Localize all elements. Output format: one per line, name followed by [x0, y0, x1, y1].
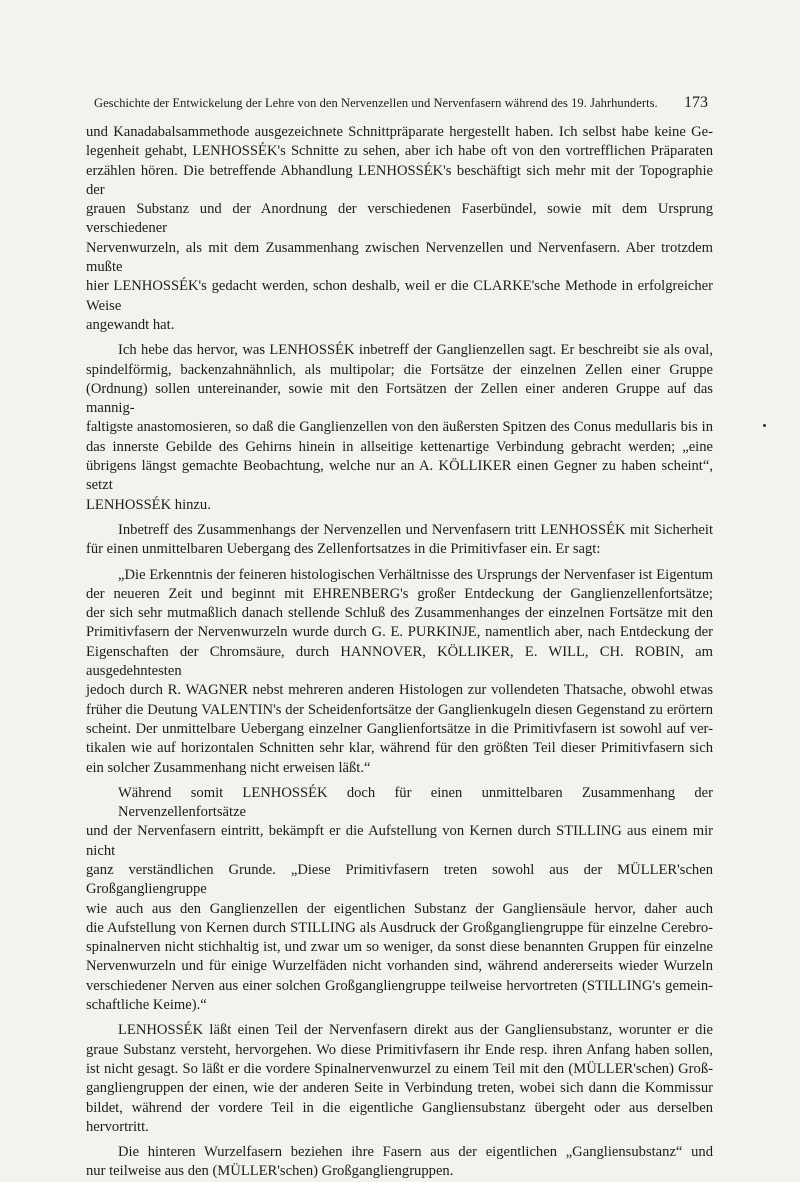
text-line: spindelförmig, backenzahnähnlich, als multipolar; die Fortsätze der einzelnen Zellen einer Gruppe	[86, 361, 713, 378]
text-line: das innerste Gebilde des Gehirns hinein in allseitige kettenartige Verbindung gebracht werden; „eine	[86, 438, 713, 455]
text-line: (Ordnung) sollen untereinander, sowie mit den Fortsätzen der Zellen einer anderen Gruppe auf das mannig-	[86, 380, 713, 417]
text-line: Ich hebe das hervor, was LENHOSSÉK inbetreff der Ganglienzellen sagt. Er beschreibt sie als oval,	[118, 342, 713, 359]
text-line: jedoch durch R. WAGNER nebst mehreren anderen Histologen zur vollendeten Thatsache, obwohl etwas	[86, 682, 713, 699]
text-line: gangliengruppen der einen, wie der anderen Seite in Verbindung treten, wobei sich dann die Kommissur	[86, 1080, 713, 1097]
margin-speck	[763, 424, 766, 427]
text-line: Primitivfasern der Nervenwurzeln wurde durch G. E. PURKINJE, namentlich aber, nach Entdeckung der	[86, 624, 713, 641]
text-line: Während somit LENHOSSÉK doch für einen unmittelbaren Zusammenhang der Nervenzellenfortsätze	[118, 784, 713, 821]
text-line: Eigenschaften der Chromsäure, durch HANNOVER, KÖLLIKER, E. WILL, CH. ROBIN, am ausgedehntesten	[86, 643, 713, 680]
text-line: nur teilweise aus den (MÜLLER'schen) Großgangliengruppen.	[86, 1163, 454, 1180]
text-line: übrigens längst gemachte Beobachtung, welche nur an A. KÖLLIKER einen Gegner zu haben scheint“, setzt	[86, 458, 713, 494]
text-line: für einen unmittelbaren Uebergang des Zellenfortsatzes in die Primitivfaser ein. Er sagt:	[86, 541, 601, 558]
paragraph-7	[86, 1143, 713, 1182]
paragraph-5	[86, 784, 713, 1016]
text-line: Nervenwurzeln und für einige Wurzelfäden nicht vorhanden sind, während andererseits wieder Wurzeln	[86, 958, 713, 975]
text-line: und Kanadabalsammethode ausgezeichnete Schnittpräparate hergestellt haben. Ich selbst habe keine Ge-	[86, 124, 713, 140]
text-line: scheint. Der unmittelbare Uebergang einzelner Ganglienfortsätze in die Primitivfasern ist sowohl auf ver-	[86, 720, 713, 737]
text-line: Inbetreff des Zusammenhangs der Nervenzellen und Nervenfasern tritt LENHOSSÉK mit Sicherheit	[118, 521, 713, 538]
running-header	[86, 90, 708, 124]
text-line: LENHOSSÉK läßt einen Teil der Nervenfasern direkt aus der Gangliensubstanz, worunter er die	[118, 1022, 713, 1039]
text-line: erzählen hören. Die betreffende Abhandlung LENHOSSÉK's beschäftigt sich mehr mit der Topographie der	[86, 162, 713, 198]
paragraph-2	[86, 341, 713, 515]
text-line: angewandt hat.	[86, 316, 175, 333]
text-line: bildet, während der vordere Teil in die eigentliche Gangliensubstanz übergeht oder aus derselben hervortritt.	[86, 1099, 713, 1135]
paragraph-3	[86, 521, 713, 560]
text-line: LENHOSSÉK hinzu.	[86, 496, 211, 513]
text-line: tikalen wie auf horizontalen Schnitten sehr klar, während für den größten Teil dieser Primitivfasern sich	[86, 740, 713, 757]
text-line: Die hinteren Wurzelfasern beziehen ihre Fasern aus der eigentlichen „Gangliensubstanz“ und	[118, 1144, 713, 1161]
text-line: spinalnerven nicht stichhaltig ist, und zwar um so weniger, da sonst diese benannten Gruppen für einzelne	[86, 939, 713, 956]
text-line: hier LENHOSSÉK's gedacht werden, schon deshalb, weil er die CLARKE'sche Methode in erfolgreicher Weise	[86, 278, 713, 314]
text-line: ganz verständlichen Grunde. „Diese Primitivfasern treten sowohl aus der MÜLLER'schen Großgangliengruppe	[86, 861, 713, 898]
paragraph-6	[86, 1021, 713, 1137]
text-line: Nervenwurzeln, als mit dem Zusammenhang zwischen Nervenzellen und Nervenfasern. Aber trotzdem mußte	[86, 239, 713, 276]
body-text	[86, 123, 713, 1182]
paragraph-1	[86, 123, 713, 335]
text-line: graue Substanz versteht, hervorgehen. Wo diese Primitivfasern ihr Ende resp. ihren Anfang haben sollen,	[86, 1041, 713, 1058]
paragraph-4-quote	[86, 566, 713, 778]
text-line: faltigste anastomosieren, so daß die Ganglienzellen von den äußersten Spitzen des Conus medullaris bis in	[86, 419, 713, 436]
text-line: verschiedener Nerven aus einer solchen Großgangliengruppe teilweise hervortreten (STILLING's gemein-	[86, 977, 713, 994]
text-line: der neueren Zeit und beginnt mit EHRENBERG's großer Entdeckung der Ganglienzellenfortsätze;	[86, 585, 713, 602]
text-line: früher die Deutung VALENTIN's der Scheidenfortsätze der Ganglienkugeln diesen Gegenstand zu erörtern	[86, 701, 713, 718]
text-line: „Die Erkenntnis der feineren histologischen Verhältnisse des Ursprungs der Nervenfaser ist Eigentum	[118, 566, 713, 583]
text-line: ist nicht gesagt. So läßt er die vordere Spinalnervenwurzel zu einem Teil mit den (MÜLLER'schen) Groß-	[86, 1060, 713, 1077]
text-line: legenheit gehabt, LENHOSSÉK's Schnitte zu sehen, aber ich habe oft von den vortrefflichen Präparaten	[86, 143, 713, 160]
text-line: schaftliche Keime).“	[86, 997, 207, 1014]
text-line: der sich sehr mutmaßlich danach stellende Schluß des Zusammenhanges der einzelnen Fortsätze mit den	[86, 605, 713, 622]
header-title: Geschichte der Entwickelung der Lehre von den Nervenzellen und Nervenfasern während des 19. Jahrhunderts.	[94, 96, 658, 110]
page-number: 173	[684, 94, 708, 111]
text-line: und der Nervenfasern eintritt, bekämpft er die Aufstellung von Kernen durch STILLING aus einem mir nicht	[86, 823, 713, 859]
text-line: grauen Substanz und der Anordnung der verschiedenen Faserbündel, sowie mit dem Ursprung verschiedener	[86, 201, 713, 237]
text-line: wie auch aus den Ganglienzellen der eigentlichen Substanz der Gangliensäule hervor, daher auch	[86, 900, 713, 917]
text-line: die Aufstellung von Kernen durch STILLING als Ausdruck der Großgangliengruppe für einzelne Cerebro-	[86, 919, 713, 936]
text-line: ein solcher Zusammenhang nicht erweisen läßt.“	[86, 759, 371, 776]
